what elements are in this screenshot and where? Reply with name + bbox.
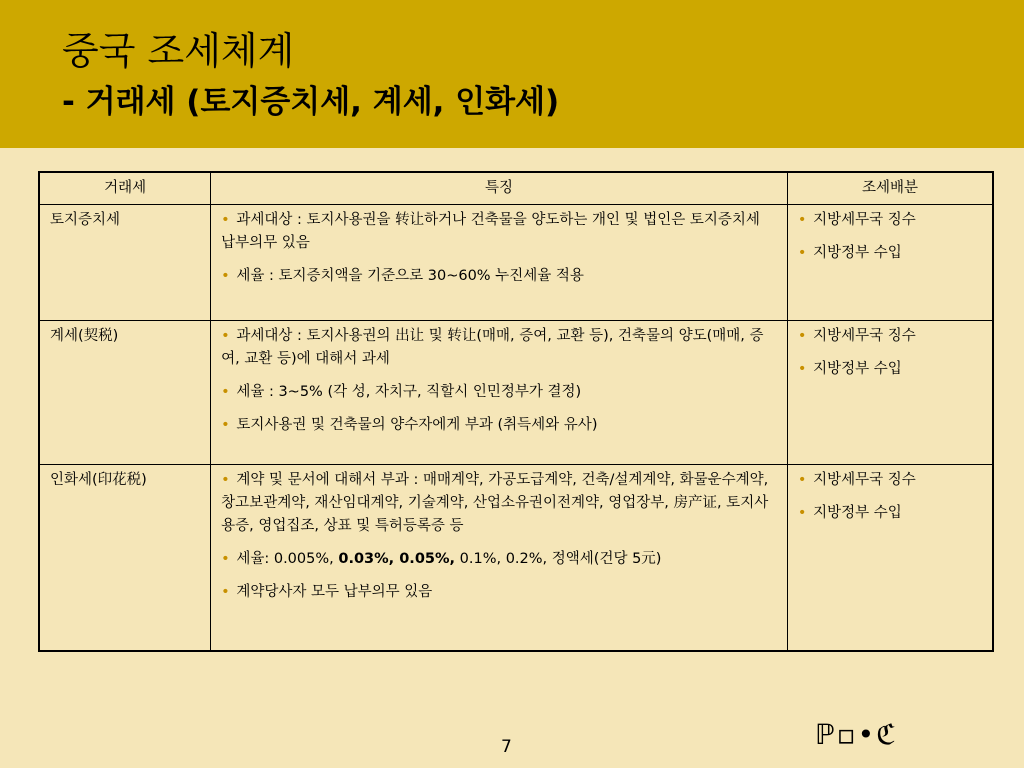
bullet-icon: • <box>221 551 230 567</box>
bullet-icon: • <box>221 328 230 344</box>
bullet-icon: • <box>797 472 807 488</box>
allocation-item: • 지방정부 수입 <box>797 505 902 521</box>
table-row <box>39 205 993 321</box>
bullet-icon: • <box>221 472 230 488</box>
header-tax-type: 거래세 <box>39 172 211 205</box>
bullet-icon: • <box>797 505 807 521</box>
feature-item: • 과세대상 : 토지사용권을 转让하거나 건축물을 양도하는 개인 및 법인은 토지증치세 납부의무 있음 <box>221 212 760 251</box>
bullet-icon: • <box>797 328 807 344</box>
features-cell <box>211 205 788 321</box>
allocation-item: • 지방세무국 징수 <box>797 472 916 488</box>
bullet-icon: • <box>221 384 230 400</box>
table-header-row <box>39 172 993 205</box>
allocation-item: • 지방정부 수입 <box>797 361 902 377</box>
tax-name-cell: 계세(契税) <box>39 321 211 465</box>
tax-name-cell: 토지증치세 <box>39 205 211 321</box>
allocation-item: • 지방세무국 징수 <box>797 212 916 228</box>
table-row <box>39 321 993 465</box>
bullet-icon: • <box>797 212 807 228</box>
header-features: 특징 <box>211 172 788 205</box>
bullet-icon: • <box>221 268 230 284</box>
bullet-icon: • <box>797 245 807 261</box>
feature-item: • 계약당사자 모두 납부의무 있음 <box>221 584 433 600</box>
allocation-cell <box>787 205 993 321</box>
feature-item: • 세율 : 토지증치액을 기준으로 30~60% 누진세율 적용 <box>221 268 584 284</box>
header-allocation: 조세배분 <box>787 172 993 205</box>
tax-name-cell: 인화세(印花税) <box>39 465 211 651</box>
allocation-cell <box>787 465 993 651</box>
allocation-cell <box>787 321 993 465</box>
feature-item: • 계약 및 문서에 대해서 부과 : 매매계약, 가공도급계약, 건축/설계계약, 화물운수계약, 창고보관계약, 재산임대계약, 기술계약, 산업소유권이전계약, 영업장부, 房产证, 토지사용증, 영업집조, 상표 및 특허등록증 등 <box>221 472 769 534</box>
feature-item: • 토지사용권 및 건축물의 양수자에게 부과 (취득세와 유사) <box>221 417 598 433</box>
slide-subtitle: - 거래세 (토지증치세, 계세, 인화세) <box>62 84 560 120</box>
allocation-item: • 지방정부 수입 <box>797 245 902 261</box>
feature-item: • 세율: 0.005%, 0.03%, 0.05%, 0.1%, 0.2%, 정액세(건당 5元) <box>221 551 662 567</box>
feature-item: • 과세대상 : 토지사용권의 出让 및 转让(매매, 증여, 교환 등), 건축물의 양도(매매, 증여, 교환 등)에 대해서 과세 <box>221 328 764 367</box>
bullet-icon: • <box>797 361 807 377</box>
bullet-icon: • <box>221 584 230 600</box>
slide-title: 중국 조세체계 <box>62 29 295 73</box>
features-cell <box>211 321 788 465</box>
bullet-icon: • <box>221 212 230 228</box>
page-number: 7 <box>501 737 512 757</box>
allocation-item: • 지방세무국 징수 <box>797 328 916 344</box>
logo: ℙ▫•ℭ <box>815 718 898 751</box>
table-row <box>39 465 993 651</box>
title-banner <box>0 0 1024 148</box>
feature-item: • 세율 : 3~5% (각 성, 자치구, 직할시 인민정부가 결정) <box>221 384 582 400</box>
bullet-icon: • <box>221 417 230 433</box>
features-cell <box>211 465 788 651</box>
transaction-tax-table <box>38 171 994 652</box>
